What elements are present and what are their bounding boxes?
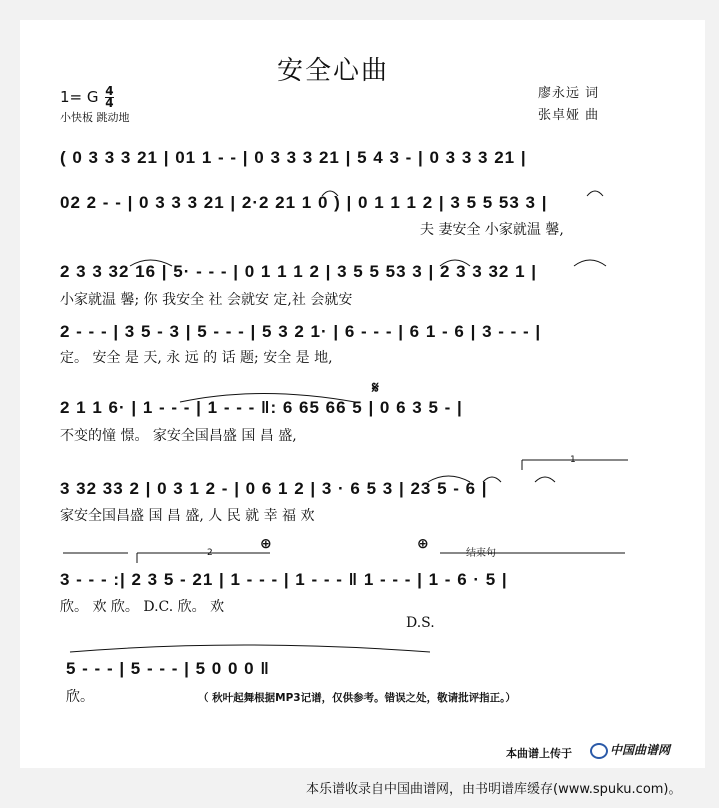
logo-icon <box>590 743 608 759</box>
notes-row-4: 2 - - - | 3 5 - 3 | 5 - - - | 5 3 2 1· | 6 - - - | 6 1 - 6 | 3 - - - | <box>60 322 542 341</box>
slur <box>180 394 355 403</box>
lyrics-row-8: 欣。 <box>66 689 94 705</box>
site-logo[interactable]: 中国曲谱网 <box>590 741 670 759</box>
notes-row-7: 3 - - - :| 2 3 5 - 21 | 1 - - - | 1 - - - ‖ 1 - - - | 1 - 6 · 5 | <box>60 570 508 589</box>
ending-label: 结束句 <box>466 548 496 559</box>
source-notice: 本乐谱收录自中国曲谱网，由书明谱库缓存(www.spuku.com)。 <box>306 782 682 797</box>
tempo-marking: 小快板 跳动地 <box>60 111 130 124</box>
lyrics-row-4: 定。 安全 是 天, 永 远 的 话 题; 安全 是 地, <box>60 350 333 366</box>
lyrics-row-3: 小家就温 馨; 你 我安全 社 会就安 定,社 会就安 <box>60 292 353 308</box>
slur <box>587 191 603 196</box>
lyrics-row-5: 不变的憧 憬。 家安全国昌盛 国 昌 盛, <box>60 428 297 444</box>
composer-credit: 张卓娅 曲 <box>538 108 600 123</box>
ds-label: D.S. <box>406 615 435 631</box>
slur <box>574 260 606 266</box>
lyrics-row-6: 家安全国昌盛 国 昌 盛, 人 民 就 幸 福 欢 <box>60 508 315 524</box>
song-title: 安全心曲 <box>277 56 390 86</box>
lyricist-credit: 廖永远 词 <box>538 86 600 101</box>
coda-icon: ⊕ <box>417 536 429 552</box>
notes-row-2: 02 2 - - | 0 3 3 3 21 | 2·2 21 1 0 ) | 0 1 1 1 2 | 3 5 5 53 3 | <box>60 193 548 212</box>
coda-icon: ⊕ <box>260 536 272 552</box>
volta-1-label: 1 <box>570 455 576 465</box>
slur <box>130 260 172 266</box>
slur <box>440 260 470 266</box>
footnote: （ 秋叶起舞根据MP3记谱，仅供参考。错误之处，敬请批评指正。） <box>198 692 516 704</box>
lyrics-row-7: 欣。 欢 欣。 D.C. 欣。 欢 <box>60 599 225 615</box>
time-signature: $\frac{4}{4}$ <box>105 84 114 110</box>
key-label: 1= G <box>60 88 99 106</box>
notes-row-6: 3 32 33 2 | 0 3 1 2 - | 0 6 1 2 | 3 · 6 5 3 | 23 5 - 6 | <box>60 479 488 498</box>
slur <box>322 191 338 196</box>
notes-row-3: 2 3 3 32 16 | 5· - - - | 0 1 1 1 2 | 3 5 5 53 3 | 2 3 3 32 1 | <box>60 262 538 281</box>
lyrics-row-2: 夫 妻安全 小家就温 馨, <box>420 222 564 238</box>
slur <box>70 645 430 652</box>
slur <box>483 477 501 482</box>
segno-icon: 𝄋 <box>372 378 379 397</box>
slur <box>535 477 555 482</box>
slur <box>428 476 470 482</box>
notes-row-8: 5 - - - | 5 - - - | 5 0 0 0 ‖ <box>66 659 270 678</box>
volta-2-label: 2 <box>207 548 213 558</box>
upload-label: 本曲谱上传于 <box>506 747 572 760</box>
notes-row-1: ( 0 3 3 3 21 | 01 1 - - | 0 3 3 3 21 | 5 4 3 - | 0 3 3 3 21 | <box>60 148 527 167</box>
notes-row-5: 2 1 1 6· | 1 - - - | 1 - - - ‖: 6 65 66 5 | 0 6 3 5 - | <box>60 398 463 417</box>
